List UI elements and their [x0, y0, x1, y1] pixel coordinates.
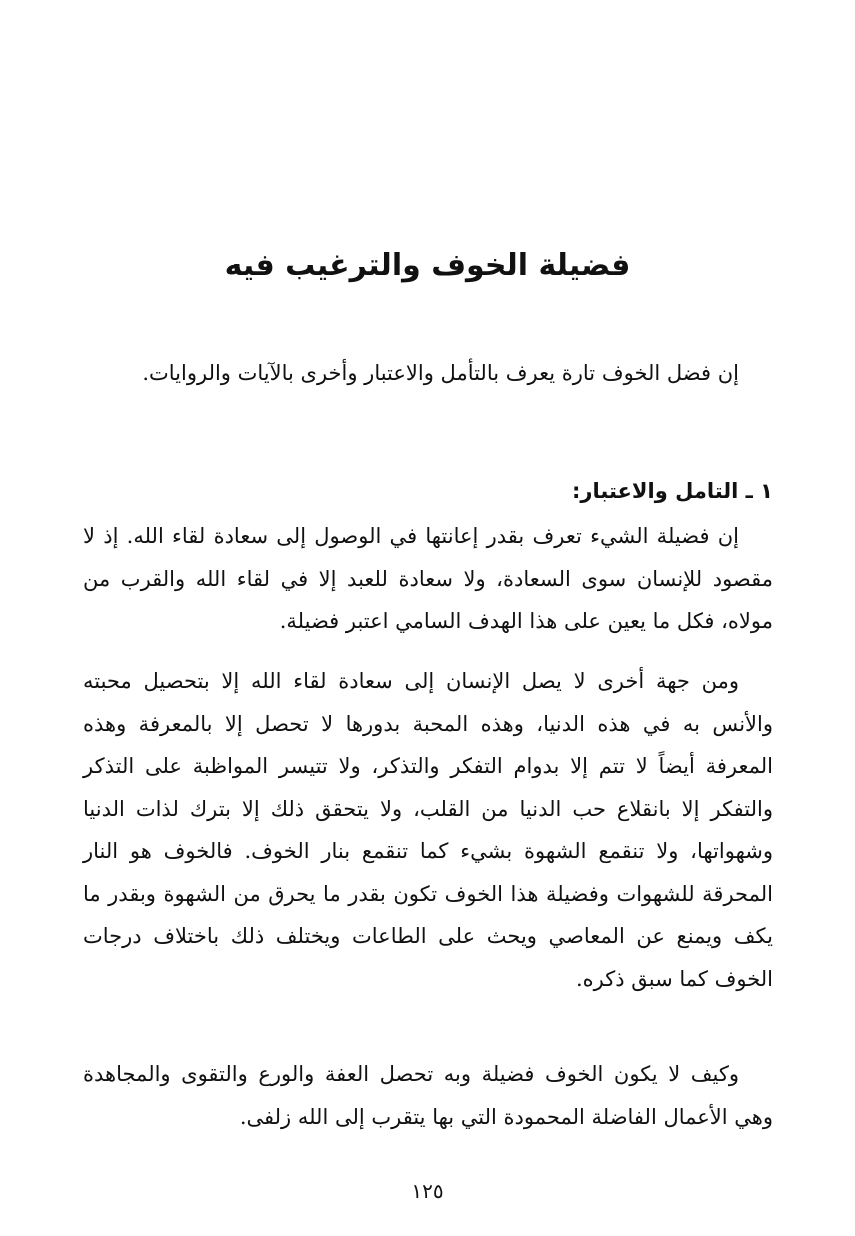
page-number: ١٢٥	[411, 1179, 444, 1203]
section-heading: ١ ـ التامل والاعتبار:	[572, 479, 773, 503]
intro-paragraph: إن فضل الخوف تارة يعرف بالتأمل والاعتبار وأخرى بالآيات والروايات.	[142, 361, 739, 385]
paragraph-3: وكيف لا يكون الخوف فضيلة وبه تحصل العفة والورع والتقوى والمجاهدة وهي الأعمال الفاضلة المحمودة التي بها يتقرب إلى الله زلفى.	[83, 1062, 773, 1129]
paragraph-1: إن فضيلة الشيء تعرف بقدر إعانتها في الوصول إلى سعادة لقاء الله. إذ لا مقصود للإنسان سوى السعادة، ولا سعادة للعبد إلا في لقاء الله والقرب من مولاه، فكل ما يعين على هذا الهدف السامي اعتبر فضيلة.	[83, 524, 773, 633]
page-title: فضيلة الخوف والترغيب فيه	[224, 248, 631, 283]
paragraph-2: ومن جهة أخرى لا يصل الإنسان إلى سعادة لقاء الله إلا بتحصيل محبته والأنس به في هذه الدنيا، وهذه المحبة بدورها لا تحصل إلا بالمعرفة وهذه المعرفة أيضاً لا تتم إلا بدوام التفكر والتذكر، ولا تتيسر المواظبة على التذكر والتفكر إلا بانقلاع حب الدنيا من القلب، ولا يتحقق ذلك إلا بترك لذات الدنيا وشهواتها، ولا تنقمع الشهوة بشيء كما تنقمع بنار الخوف. فالخوف هو النار المحرقة للشهوات وفضيلة هذا الخوف تكون بقدر ما يحرق من الشهوة وبقدر ما يكف ويمنع عن المعاصي ويحث على الطاعات ويختلف ذلك باختلاف درجات الخوف كما سبق ذكره.	[83, 669, 773, 991]
